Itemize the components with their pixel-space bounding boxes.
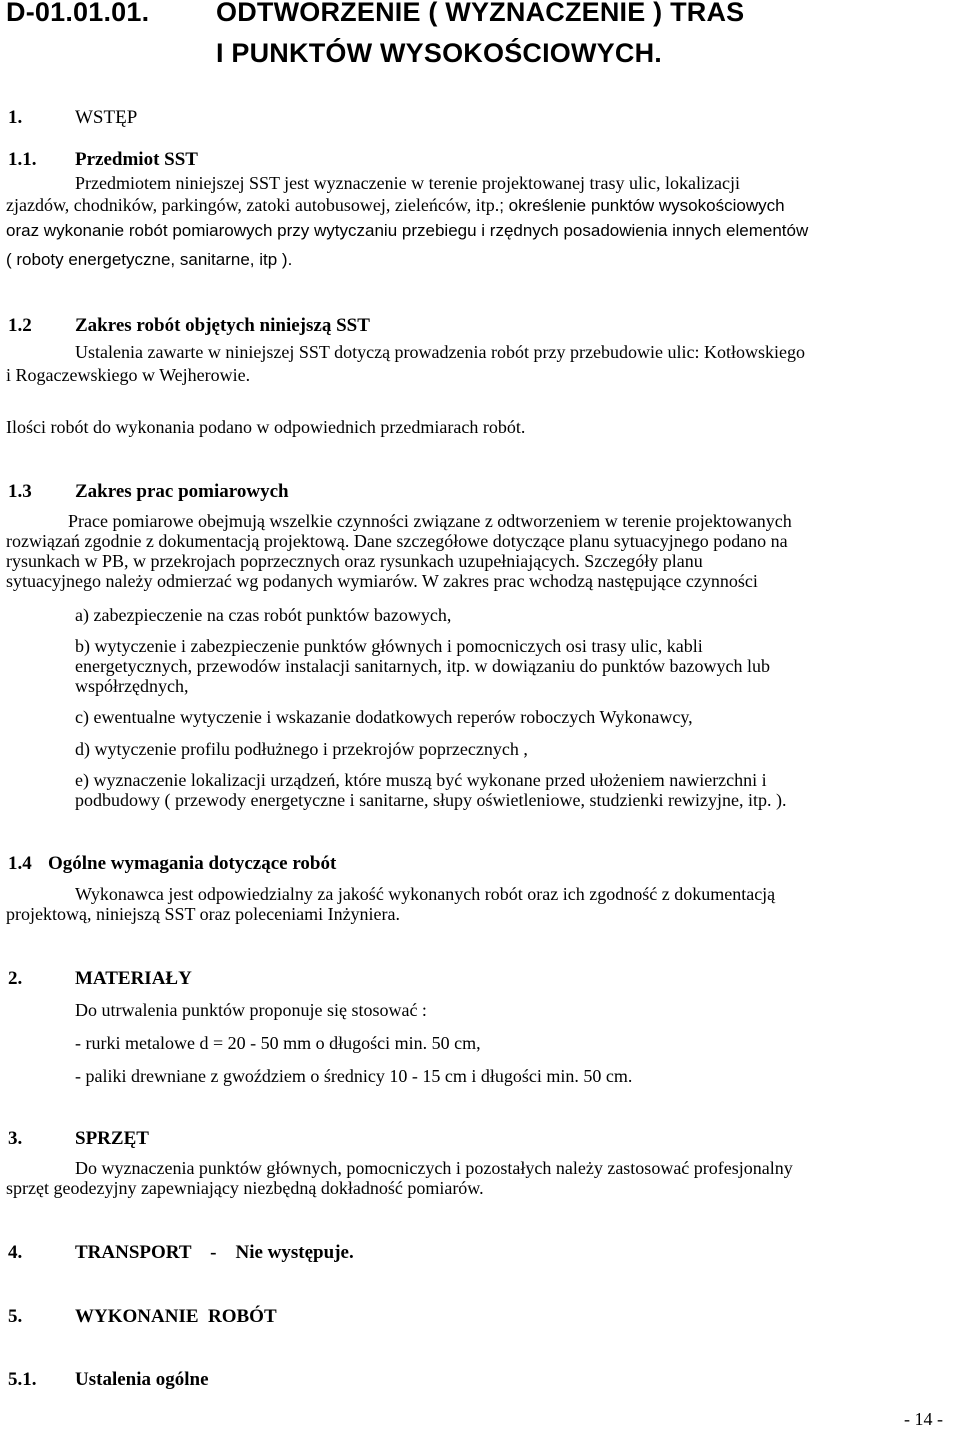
document-title-line2: I PUNKTÓW WYSOKOŚCIOWYCH. [216,38,662,68]
section-1-1-line-text: zjazdów, chodników, parkingów, zatoki autobusowej, zieleńców, itp. [6,195,500,215]
list-item-c: c) ewentualne wytyczenie i wskazanie dodatkowych reperów roboczych Wykonawcy, [75,707,693,727]
section-1-4-number: 1.4 [8,853,32,874]
section-3-line: sprzęt geodezyjny zapewniający niezbędną dokładność pomiarów. [6,1178,484,1198]
section-2-number: 2. [8,968,23,989]
section-1-3-line: rozwiązań zgodnie z dokumentacją projektową. Dane szczegółowe dotyczące planu sytuacyjnego podano na [6,531,788,551]
section-1-3-line: rysunkach w PB, w przekrojach poprzecznych oraz rysunkach uzupełniających. Szczegóły planu [6,551,703,571]
list-item-e: e) wyznaczenie lokalizacji urządzeń, które muszą być wykonane przed ułożeniem nawierzchni i [75,770,767,790]
section-1-2-title: Zakres robót objętych niniejszą SST [75,315,370,336]
section-4-title: TRANSPORT - Nie występuje. [75,1242,354,1263]
section-1-3-number: 1.3 [8,481,32,502]
section-1-2-line: i Rogaczewskiego w Wejherowie. [6,365,251,385]
document-title-line1: ODTWORZENIE ( WYZNACZENIE ) TRAS [216,0,745,27]
section-5-number: 5. [8,1306,23,1327]
section-5-title: WYKONANIE ROBÓT [75,1306,277,1327]
section-1-1-line: ( roboty energetyczne, sanitarne, itp ). [6,250,293,269]
section-1-1-number: 1.1. [8,149,37,170]
section-1-3-line: Prace pomiarowe obejmują wszelkie czynności związane z odtworzeniem w terenie projektowanych [68,511,792,531]
section-3-number: 3. [8,1128,23,1149]
section-1-title: WSTĘP [75,107,138,128]
section-2-intro: Do utrwalenia punktów proponuje się stosować : [75,1000,427,1020]
section-1-4-line: Wykonawca jest odpowiedzialny za jakość wykonanych robót oraz ich zgodność z dokumentacją [75,884,776,904]
page-number: - 14 - [904,1409,943,1429]
list-item-a: a) zabezpieczenie na czas robót punktów bazowych, [75,605,452,625]
list-item-b-cont: energetycznych, przewodów instalacji sanitarnych, itp. w dowiązaniu do punktów bazowych lub [75,656,770,676]
section-3-title: SPRZĘT [75,1128,149,1149]
section-2-title: MATERIAŁY [75,968,192,989]
section-1-3-line: sytuacyjnego należy odmierzać wg podanych wymiarów. W zakres prac wchodzą następujące czynności [6,571,758,591]
section-1-1-line: Przedmiotem niniejszej SST jest wyznaczenie w terenie projektowanej trasy ulic, lokalizacji [75,173,740,193]
section-1-4-title: Ogólne wymagania dotyczące robót [48,853,337,874]
section-1-2-note: Ilości robót do wykonania podano w odpowiednich przedmiarach robót. [6,417,526,437]
section-1-1-title: Przedmiot SST [75,149,198,170]
list-item-d: d) wytyczenie profilu podłużnego i przekrojów poprzecznych , [75,739,528,759]
section-1-1-line [6,195,785,216]
section-1-number: 1. [8,107,23,128]
section-2-item: - rurki metalowe d = 20 - 50 mm o długości min. 50 cm, [75,1033,481,1053]
section-5-1-title: Ustalenia ogólne [75,1369,209,1390]
section-1-1-line-tail: ; określenie punktów wysokościowych [499,196,785,215]
list-item-e-cont: podbudowy ( przewody energetyczne i sanitarne, słupy oświetleniowe, studzienki rewizyjne, itp. ). [75,790,787,810]
section-4-number: 4. [8,1242,23,1263]
section-5-1-number: 5.1. [8,1369,37,1390]
document-code: D-01.01.01. [6,0,150,27]
section-2-item: - paliki drewniane z gwoździem o średnicy 10 - 15 cm i długości min. 50 cm. [75,1066,633,1086]
section-1-4-line: projektową, niniejszą SST oraz poleceniami Inżyniera. [6,904,401,924]
section-1-1-line: oraz wykonanie robót pomiarowych przy wytyczaniu przebiegu i rzędnych posadowienia innych elementów [6,221,809,240]
section-3-line: Do wyznaczenia punktów głównych, pomocniczych i pozostałych należy zastosować profesjonalny [75,1158,793,1178]
section-1-2-line: Ustalenia zawarte w niniejszej SST dotyczą prowadzenia robót przy przebudowie ulic: Kotłowskiego [75,342,805,362]
section-1-2-number: 1.2 [8,315,32,336]
list-item-b: b) wytyczenie i zabezpieczenie punktów głównych i pomocniczych osi trasy ulic, kabli [75,636,703,656]
list-item-b-cont: współrzędnych, [75,676,189,696]
section-1-3-title: Zakres prac pomiarowych [75,481,289,502]
